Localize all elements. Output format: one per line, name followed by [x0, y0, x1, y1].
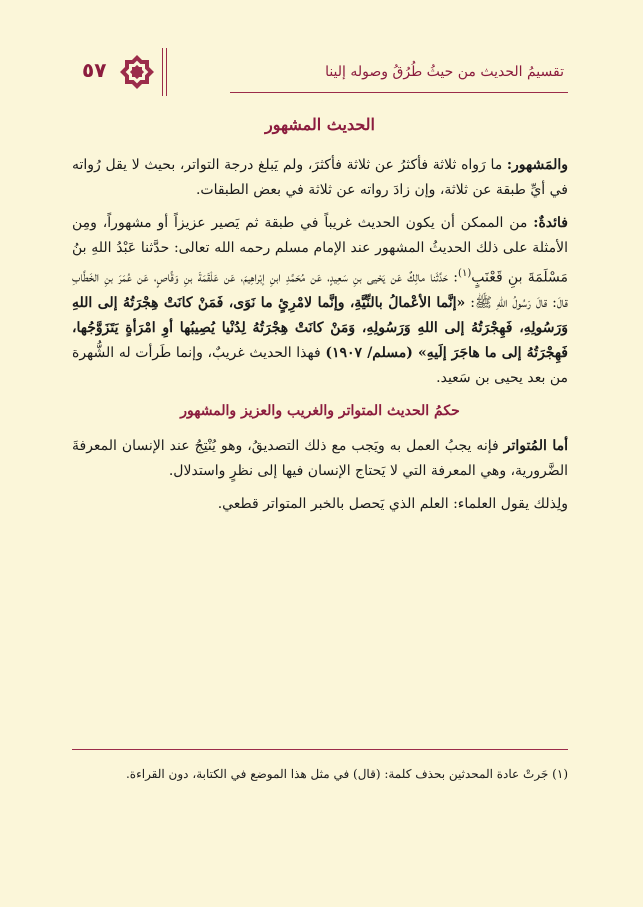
paragraph-mutawatir: [72, 434, 568, 484]
page-body: [72, 112, 568, 525]
paragraph-scholars: [72, 492, 568, 517]
benefit-label: فائدةٌ:: [533, 215, 568, 231]
term-mutawatir: أما المُتواتر: [503, 437, 568, 454]
running-title: تقسيمُ الحديث من حيثُ طُرُقُ وصوله إلينا: [325, 64, 564, 80]
hadith-reference: (مسلم/ ١٩٠٧): [325, 344, 418, 361]
section-title: الحديث المشهور: [265, 115, 375, 134]
mutawatir-text: فإنه يجبُ العمل به ويَجب مع ذلك التصديقُ، وهو يُنْتِجُ عند الإنسان المعرفةَ الضَّرورية، وهي المعرفة التي لا يَحتاج الإنسان فيها إلى نظرٍ واستدلال.: [72, 437, 568, 479]
page-number: ٥٧: [82, 58, 107, 82]
definition-text: ما رَواه ثلاثة فأكثرُ عن ثلاثة فأكثرَ، ولم يَبلغ درجة التواتر، بحيث لا يقل رُواته في أيِّ طبقة عن ثلاثة، وإن زادَ رواته عن ثلاثة في بعض الطبقات.: [72, 157, 568, 198]
scholars-text: ولِذلك يقول العلماء: العلم الذي يَحصل بالخبر المتواتر قطعي.: [217, 495, 568, 512]
star-ornament-icon: [117, 52, 157, 92]
footnote: (١) جَرتْ عادة المحدثين بحذف كلمة: (قال) في مثل هذا الموضع في الكتابة، دون القراءة.: [125, 767, 568, 781]
header-divider: [162, 48, 163, 96]
benefit-text: من الممكن أن يكون الحديث غريباً في طبقة ثم يَصير عزيزاً أو مشهوراً، ومِن الأمثلة على ذلك الحديثُ المشهور عند الإمام مسلم رحمه الله تعالى: حدَّثنا عَبْدُ اللهِ بنُ مَسْلَمَةَ بنِ قَعْنَبٍ: [72, 215, 568, 286]
isnad-text: : حَدَّثَنا مالِكٌ عَن يَحْيى بنِ سَعِيدٍ، عَن مُحَمَّدِ ابنِ إبْراهِيمَ، عَن عَلْقَمَةَ بنِ وَقَّاصٍ، عَن عُمَرَ بنِ الخَطَّابِ قالَ: قالَ رَسُولُ اللهِ ﷺ:: [72, 269, 568, 311]
footnote-separator: [72, 749, 568, 750]
page-header: [70, 52, 568, 94]
paragraph-definition: [72, 153, 568, 203]
header-rule: [230, 92, 568, 93]
paragraph-benefit: [72, 211, 568, 391]
footnote-reference: (١): [458, 268, 472, 279]
subsection-title: حكمُ الحديث المتواتر والغريب والعزيز والمشهور: [180, 402, 460, 419]
term-mashhur: والمَشهور:: [506, 157, 568, 173]
benefit-conclusion: فهذا الحديث غريبٌ، وإنما طَرأت له الشُّهرة من بعد يحيى بن سَعيد.: [72, 344, 568, 386]
hadith-text: «إنَّما الأعْمالُ بالنِّيَّةِ، وإنَّما لامْرِئٍ ما نَوَى، فَمَنْ كانَتْ هِجْرَتُهُ إلى اللهِ وَرَسُولِهِ، فَهِجْرَتُهُ إلى اللهِ وَرَسُولِهِ، وَمَنْ كانَتْ هِجْرَتُهُ لِدُنْيا يُصِيبُها أوِ امْرَأةٍ يَتَزَوَّجُها، فَهِجْرَتُهُ إلى ما هاجَرَ إلَيهِ»: [72, 294, 568, 361]
header-divider: [166, 48, 167, 96]
